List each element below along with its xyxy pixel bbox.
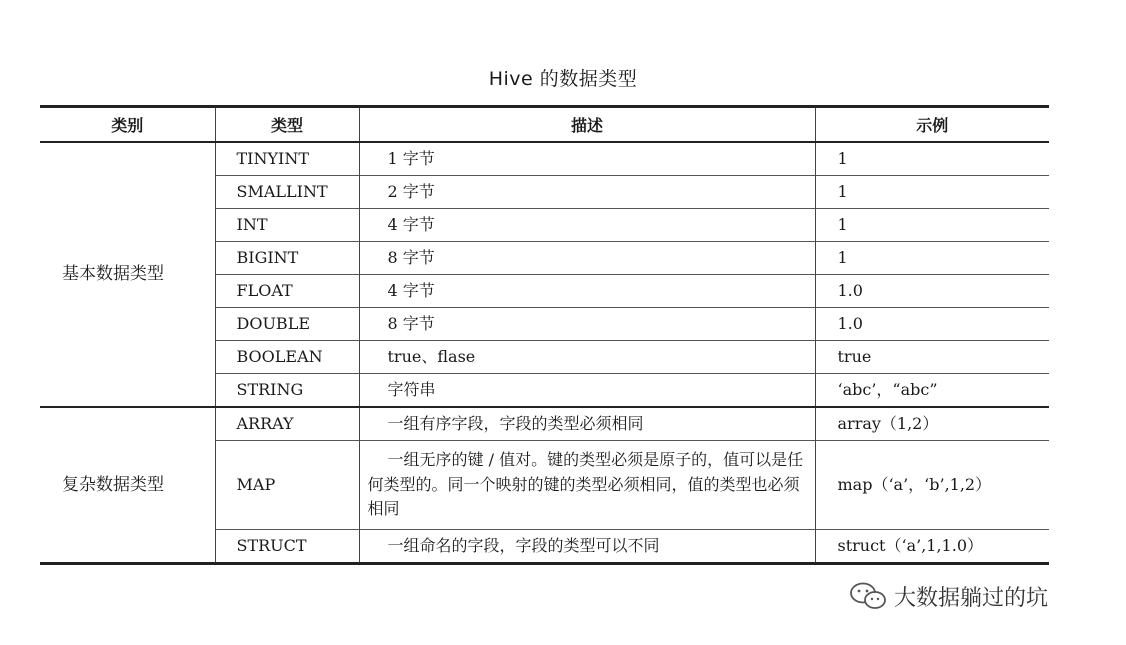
example-cell: 1 bbox=[815, 142, 1049, 176]
example-cell: 1.0 bbox=[815, 308, 1049, 341]
table-title: Hive 的数据类型 bbox=[488, 68, 638, 90]
desc-cell: 一组命名的字段，字段的类型可以不同 bbox=[359, 530, 815, 564]
type-cell: ARRAY bbox=[215, 407, 359, 441]
table-row bbox=[40, 142, 1049, 176]
header-category: 类别 bbox=[40, 107, 215, 143]
example-cell: 1 bbox=[815, 242, 1049, 275]
type-cell: MAP bbox=[215, 441, 359, 530]
watermark bbox=[848, 580, 1048, 612]
desc-cell: 一组无序的键 / 值对。键的类型必须是原子的，值可以是任何类型的。同一个映射的键的类型必须相同，值的类型也必须相同 bbox=[359, 441, 815, 530]
desc-cell: 4 字节 bbox=[359, 275, 815, 308]
category-complex: 复杂数据类型 bbox=[40, 407, 215, 564]
watermark-text: 大数据躺过的坑 bbox=[894, 585, 1049, 611]
example-cell: 1 bbox=[815, 176, 1049, 209]
desc-cell: true、flase bbox=[359, 341, 815, 374]
type-cell: DOUBLE bbox=[215, 308, 359, 341]
header-row bbox=[40, 107, 1049, 143]
desc-cell: 字符串 bbox=[359, 374, 815, 408]
type-cell: STRING bbox=[215, 374, 359, 408]
type-cell: SMALLINT bbox=[215, 176, 359, 209]
table-row bbox=[40, 407, 1049, 441]
desc-cell: 一组有序字段，字段的类型必须相同 bbox=[359, 407, 815, 441]
type-cell: FLOAT bbox=[215, 275, 359, 308]
example-cell: struct（‘a’,1,1.0） bbox=[815, 530, 1049, 564]
example-cell: ‘abc’，“abc” bbox=[815, 374, 1049, 408]
header-example: 示例 bbox=[815, 107, 1049, 143]
desc-cell: 4 字节 bbox=[359, 209, 815, 242]
data-types-table bbox=[40, 105, 1049, 565]
header-description: 描述 bbox=[359, 107, 815, 143]
desc-cell: 2 字节 bbox=[359, 176, 815, 209]
header-type: 类型 bbox=[215, 107, 359, 143]
example-cell: true bbox=[815, 341, 1049, 374]
example-cell: 1 bbox=[815, 209, 1049, 242]
wechat-icon bbox=[848, 581, 888, 611]
type-cell: STRUCT bbox=[215, 530, 359, 564]
category-basic: 基本数据类型 bbox=[40, 142, 215, 407]
example-cell: 1.0 bbox=[815, 275, 1049, 308]
example-cell: array（1,2） bbox=[815, 407, 1049, 441]
desc-cell: 1 字节 bbox=[359, 142, 815, 176]
type-cell: BIGINT bbox=[215, 242, 359, 275]
example-cell: map（‘a’，‘b’,1,2） bbox=[815, 441, 1049, 530]
type-cell: TINYINT bbox=[215, 142, 359, 176]
type-cell: BOOLEAN bbox=[215, 341, 359, 374]
desc-cell: 8 字节 bbox=[359, 242, 815, 275]
type-cell: INT bbox=[215, 209, 359, 242]
desc-cell: 8 字节 bbox=[359, 308, 815, 341]
